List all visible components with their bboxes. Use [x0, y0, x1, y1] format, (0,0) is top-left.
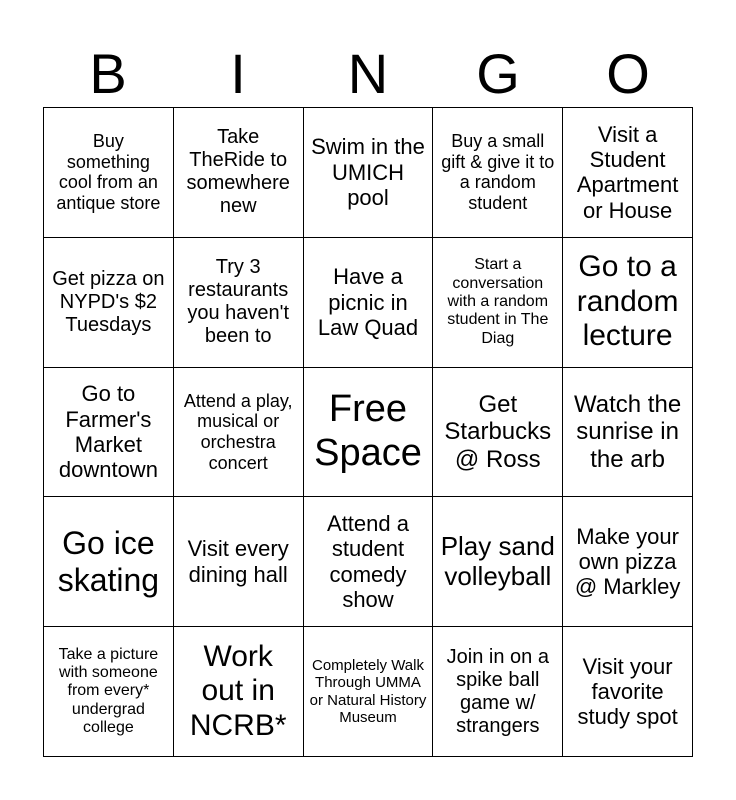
bingo-cell-text: Buy a small gift & give it to a random student: [441, 131, 555, 214]
header-letter-n: N: [347, 42, 389, 105]
bingo-cell-text: Get Starbucks @ Ross: [444, 390, 552, 473]
bingo-cell-text: Work out in NCRB*: [189, 639, 287, 742]
bingo-cell-text: Completely Walk Through UMMA or Natural History Museum: [309, 657, 427, 726]
bingo-cell-text: Take TheRide to somewhere new: [186, 126, 290, 218]
bingo-cell-b1[interactable]: [44, 108, 174, 238]
bingo-cell-n4[interactable]: [304, 497, 434, 627]
bingo-cell-b5[interactable]: [44, 627, 174, 757]
bingo-cell-text: Get pizza on NYPD's $2 Tuesdays: [52, 267, 165, 336]
bingo-cell-g3[interactable]: [433, 368, 563, 498]
bingo-cell-o3[interactable]: [563, 368, 693, 498]
bingo-cell-o5[interactable]: [563, 627, 693, 757]
bingo-cell-i2[interactable]: [174, 238, 304, 368]
bingo-cell-text: Have a picnic in Law Quad: [317, 264, 419, 340]
bingo-cell-text: Take a picture with someone from every* undergrad college: [58, 645, 159, 737]
bingo-cell-text: Play sand volleyball: [440, 530, 555, 591]
bingo-cell-free[interactable]: [304, 368, 434, 498]
header-letter-i: I: [230, 42, 246, 105]
bingo-cell-i3[interactable]: [174, 368, 304, 498]
bingo-cell-g1[interactable]: [433, 108, 563, 238]
bingo-cell-n2[interactable]: [304, 238, 434, 368]
bingo-cell-text: Go to a random lecture: [576, 250, 679, 353]
bingo-cell-text: Attend a student comedy show: [327, 511, 409, 613]
bingo-cell-n5[interactable]: [304, 627, 434, 757]
bingo-cell-text: Join in on a spike ball game w/ strangers: [446, 645, 549, 737]
free-space-text: Free Space: [314, 388, 422, 474]
bingo-cell-o1[interactable]: [563, 108, 693, 238]
bingo-board: [43, 107, 693, 757]
bingo-cell-text: Start a conversation with a random student in The Diag: [447, 256, 549, 347]
bingo-cell-g2[interactable]: [433, 238, 563, 368]
bingo-cell-text: Watch the sunrise in the arb: [574, 390, 682, 473]
bingo-cell-n1[interactable]: [304, 108, 434, 238]
bingo-cell-i5[interactable]: [174, 627, 304, 757]
bingo-cell-b3[interactable]: [44, 368, 174, 498]
bingo-cell-text: Swim in the UMICH pool: [311, 134, 425, 211]
bingo-header: [43, 44, 693, 104]
bingo-cell-text: Go ice skating: [57, 524, 160, 598]
bingo-cell-g4[interactable]: [433, 497, 563, 627]
bingo-cell-b2[interactable]: [44, 238, 174, 368]
header-letter-g: G: [476, 42, 520, 105]
bingo-cell-text: Visit every dining hall: [187, 536, 289, 587]
bingo-cell-text: Attend a play, musical or orchestra concert: [183, 390, 293, 473]
header-letter-b: B: [89, 42, 127, 105]
bingo-cell-text: Visit your favorite study spot: [577, 653, 678, 730]
bingo-cell-o4[interactable]: [563, 497, 693, 627]
bingo-cell-text: Go to Farmer's Market downtown: [58, 381, 158, 483]
bingo-cell-text: Try 3 restaurants you haven't been to: [187, 256, 290, 348]
bingo-cell-i4[interactable]: [174, 497, 304, 627]
bingo-cell-g5[interactable]: [433, 627, 563, 757]
bingo-cell-i1[interactable]: [174, 108, 304, 238]
header-letter-o: O: [606, 42, 650, 105]
bingo-cell-text: Make your own pizza @ Markley: [574, 523, 681, 600]
bingo-cell-text: Buy something cool from an antique store: [56, 131, 161, 214]
bingo-cell-o2[interactable]: [563, 238, 693, 368]
bingo-cell-text: Visit a Student Apartment or House: [576, 121, 679, 223]
bingo-cell-b4[interactable]: [44, 497, 174, 627]
